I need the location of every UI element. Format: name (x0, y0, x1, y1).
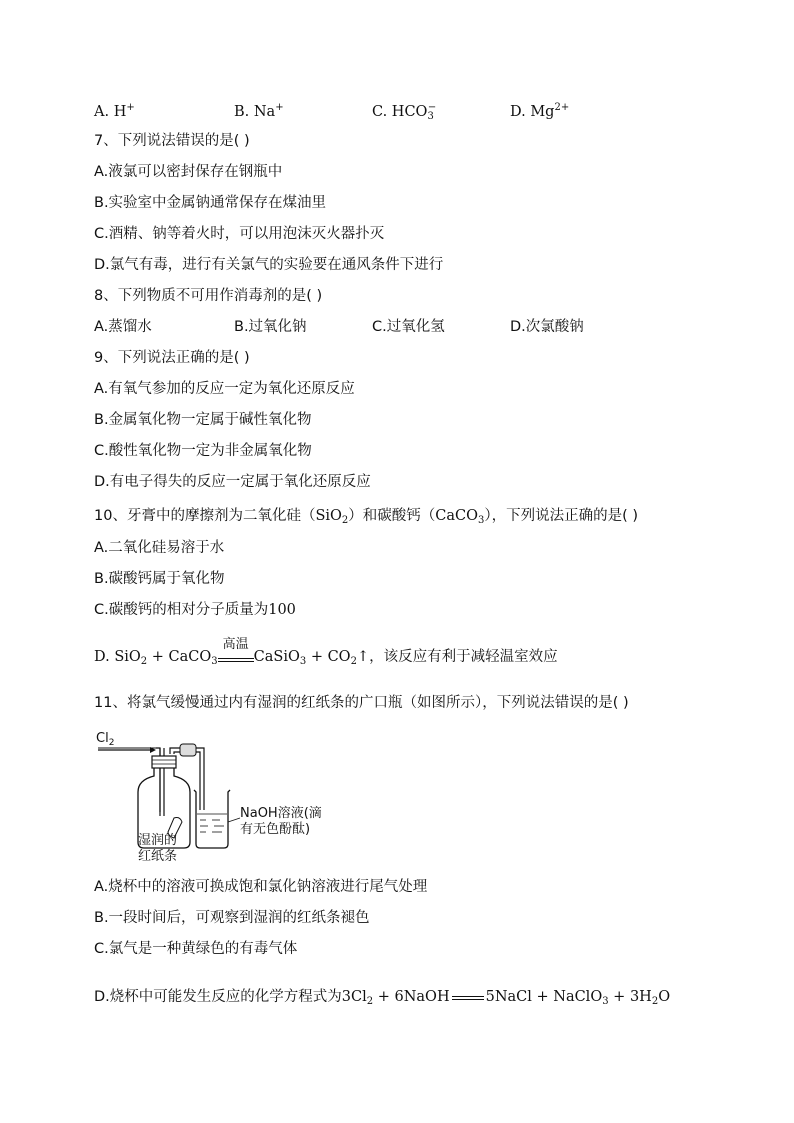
q10-stem: 10、牙膏中的摩擦剂为二氧化硅（SiO$_2$）和碳酸钙（CaCO$_3$），下列说法正确的是( ) (94, 508, 639, 526)
q8-option-b: B.过氧化钠 (234, 319, 307, 335)
q8-options (94, 317, 694, 337)
figure-gas-label: $Cl_2$ (96, 731, 115, 748)
q6-option-d: D. $Mg^{2+}$ (510, 102, 570, 120)
q10-option-a: A.二氧化硅易溶于水 (94, 540, 225, 556)
figure-solution-label-1: NaOH溶液(滴 (240, 806, 322, 821)
q9-option-d: D.有电子得失的反应一定属于氧化还原反应 (94, 474, 371, 490)
figure-strip-label-2: 红纸条 (138, 849, 178, 864)
q6-option-a: A. H+ (94, 102, 135, 120)
q6-options (94, 98, 694, 122)
q8-option-d: D.次氯酸钠 (510, 319, 584, 335)
q10-option-b: B.碳酸钙属于氧化物 (94, 571, 225, 587)
q10-option-c: C.碳酸钙的相对分子质量为100 (94, 602, 296, 618)
q11-option-a: A.烧杯中的溶液可换成饱和氯化钠溶液进行尾气处理 (94, 879, 428, 895)
reaction-condition-equals: 高温 (218, 647, 254, 667)
q11-option-b: B.一段时间后，可观察到湿润的红纸条褪色 (94, 910, 370, 926)
q9-option-b: B.金属氧化物一定属于碱性氧化物 (94, 412, 312, 428)
q7-option-b: B.实验室中金属钠通常保存在煤油里 (94, 195, 327, 211)
q9-stem: 9、下列说法正确的是( ) (94, 350, 250, 366)
q9-option-a: A.有氧气参加的反应一定为氧化还原反应 (94, 381, 355, 397)
q11-option-d: D.烧杯中可能发生反应的化学方程式为$3Cl_2$ + 6NaOH 5NaCl + NaClO$_3$ + $3H_2O$ (94, 989, 671, 1007)
q8-stem: 8、下列物质不可用作消毒剂的是( ) (94, 288, 323, 304)
q11-stem: 11、将氯气缓慢通过内有湿润的红纸条的广口瓶（如图所示），下列说法错误的是( ) (94, 695, 629, 711)
apparatus-diagram (94, 724, 354, 869)
q10-option-d: D. SiO$_2$ + CaCO$_3$ 高温 CaSiO$_3$ + $CO_2↑$，该反应有利于减轻温室效应 (94, 637, 558, 667)
figure-solution-label-2: 有无色酚酞) (240, 822, 311, 837)
q6-option-c: C. $HCO_3^-$ (372, 102, 437, 122)
q7-stem: 7、下列说法错误的是( ) (94, 133, 250, 149)
q8-option-c: C.过氧化氢 (372, 319, 445, 335)
figure-strip-label-1: 湿润的 (138, 833, 178, 848)
q7-option-c: C.酒精、钠等着火时，可以用泡沫灭火器扑灭 (94, 226, 385, 242)
q7-option-d: D.氯气有毒，进行有关氯气的实验要在通风条件下进行 (94, 257, 444, 273)
q11-option-c: C.氯气是一种黄绿色的有毒气体 (94, 941, 298, 957)
equation-equals (450, 987, 486, 1007)
q8-option-a: A.蒸馏水 (94, 319, 152, 335)
q6-option-b: B. Na+ (234, 102, 284, 120)
q7-option-a: A.液氯可以密封保存在钢瓶中 (94, 164, 283, 180)
q9-option-c: C.酸性氧化物一定为非金属氧化物 (94, 443, 312, 459)
